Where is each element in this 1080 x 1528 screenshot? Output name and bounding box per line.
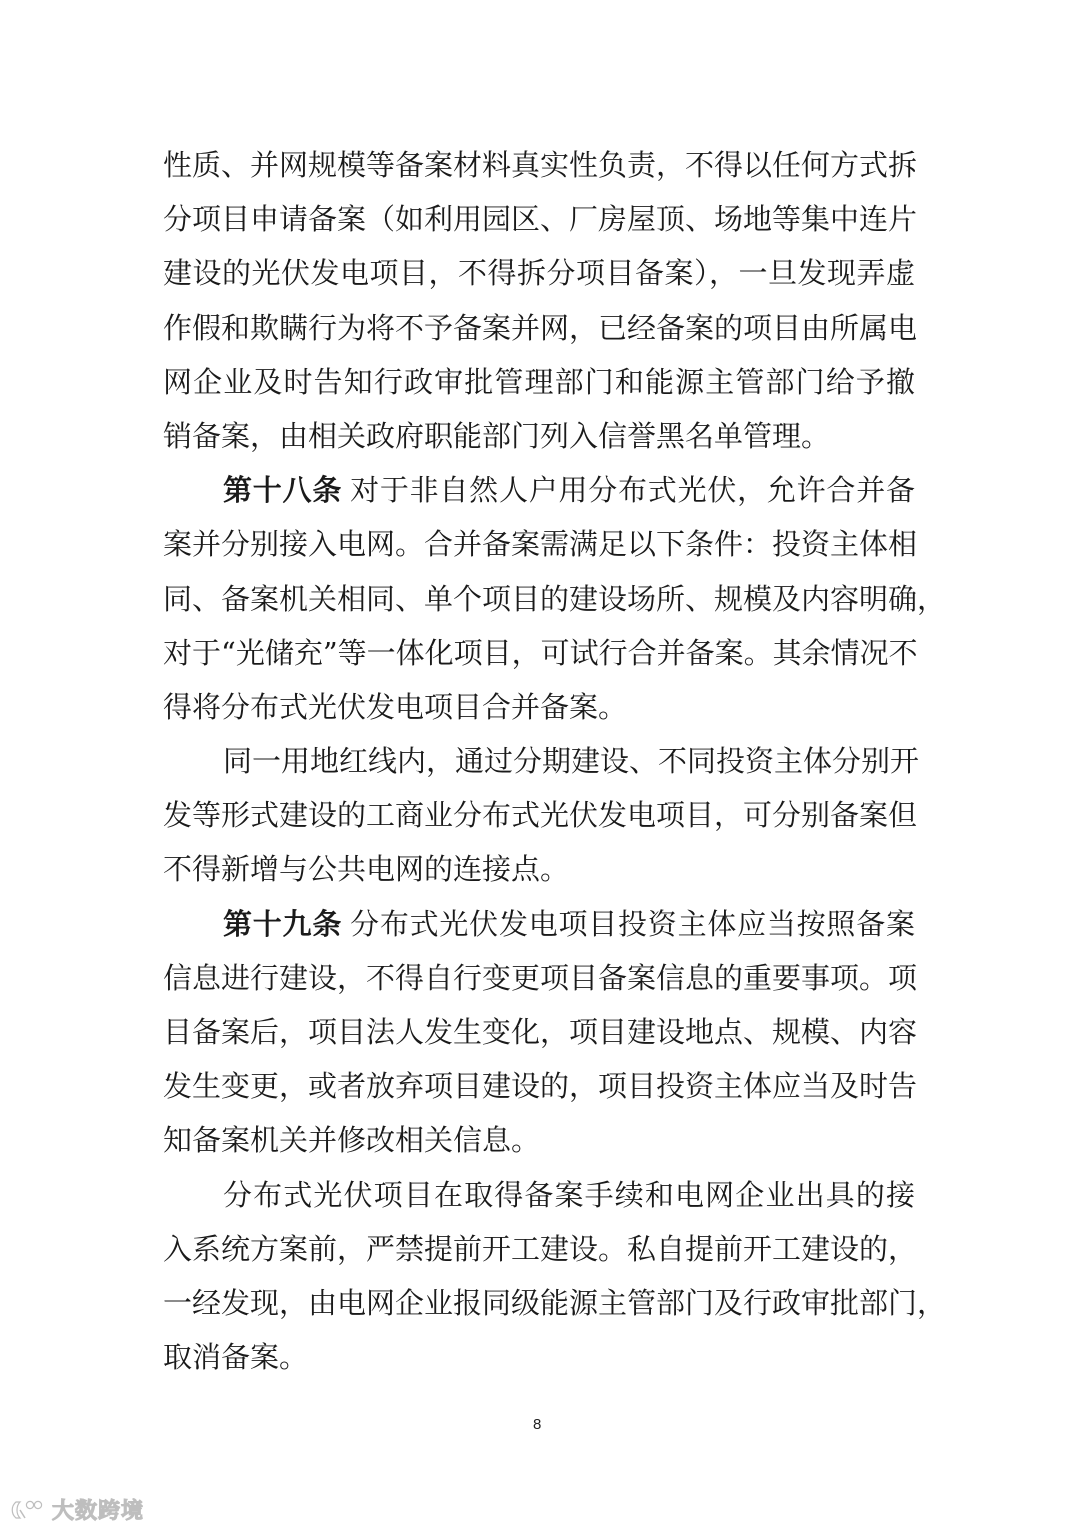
paragraph-continuation [163,138,918,463]
article-number: 第十九条 [223,906,343,941]
text-line: 目备案后，项目法人发生变化，项目建设地点、规模、内容 [163,1015,918,1049]
text-line: 发等形式建设的工商业分布式光伏发电项目，可分别备案但 [163,798,918,833]
text-line: 分项目申请备案（如利用园区、厂房屋顶、场地等集中连片 [163,202,918,237]
paragraph-article-18 [163,463,947,734]
article-first-line [163,897,915,951]
text-line: 一经发现，由电网企业报同级能源主管部门及行政审批部门， [163,1285,947,1320]
paragraph-article-19 [163,897,918,1168]
document-body [163,138,947,1384]
text-line: 取消备案。 [163,1340,309,1375]
text-line: 网企业及时告知行政审批管理部门和能源主管部门给予撤 [163,364,915,399]
watermark [10,1494,144,1525]
text-line: 不得新增与公共电网的连接点。 [163,852,570,887]
article-number: 第十八条 [223,473,343,508]
text-line: 入系统方案前，严禁提前开工建设。私自提前开工建设的， [163,1231,918,1266]
text-line: 建设的光伏发电项目，不得拆分项目备案），一旦发现弄虚 [163,256,915,291]
paragraph-same-redline [163,734,920,897]
text-line: 性质、并网规模等备案材料真实性负责，不得以任何方式拆 [163,148,918,182]
article-first-line-text: 分布式光伏发电项目投资主体应当按照备案 [350,906,915,941]
text-line: 知备案机关并修改相关信息。 [163,1123,541,1158]
text-line: 对于“光储充”等一体化项目，可试行合并备案。其余情况不 [163,635,918,670]
watermark-text: 大数跨境 [52,1499,145,1524]
text-line: 发生变更，或者放弃项目建设的，项目投资主体应当及时告 [163,1069,918,1104]
page-number: 8 [533,1416,542,1433]
article-first-line [163,463,915,517]
kjzb-logo-icon [10,1499,46,1521]
text-line: 信息进行建设，不得自行变更项目备案信息的重要事项。项 [163,960,918,995]
text-line: 作假和欺瞒行为将不予备案并网，已经备案的项目由所属电 [163,310,918,345]
text-line: 销备案，由相关政府职能部门列入信誉黑名单管理。 [163,418,831,453]
text-line: 分布式光伏项目在取得备案手续和电网企业出具的接 [223,1177,915,1212]
text-line: 同一用地红线内，通过分期建设、不同投资主体分别开 [223,744,920,779]
paragraph-no-early-construction [163,1168,947,1385]
article-first-line-text: 对于非自然人户用分布式光伏，允许合并备 [350,473,915,508]
text-line: 同、备案机关相同、单个项目的建设场所、规模及内容明确， [163,581,947,616]
text-line: 得将分布式光伏发电项目合并备案。 [163,689,628,724]
text-line: 案并分别接入电网。合并备案需满足以下条件：投资主体相 [163,527,918,562]
